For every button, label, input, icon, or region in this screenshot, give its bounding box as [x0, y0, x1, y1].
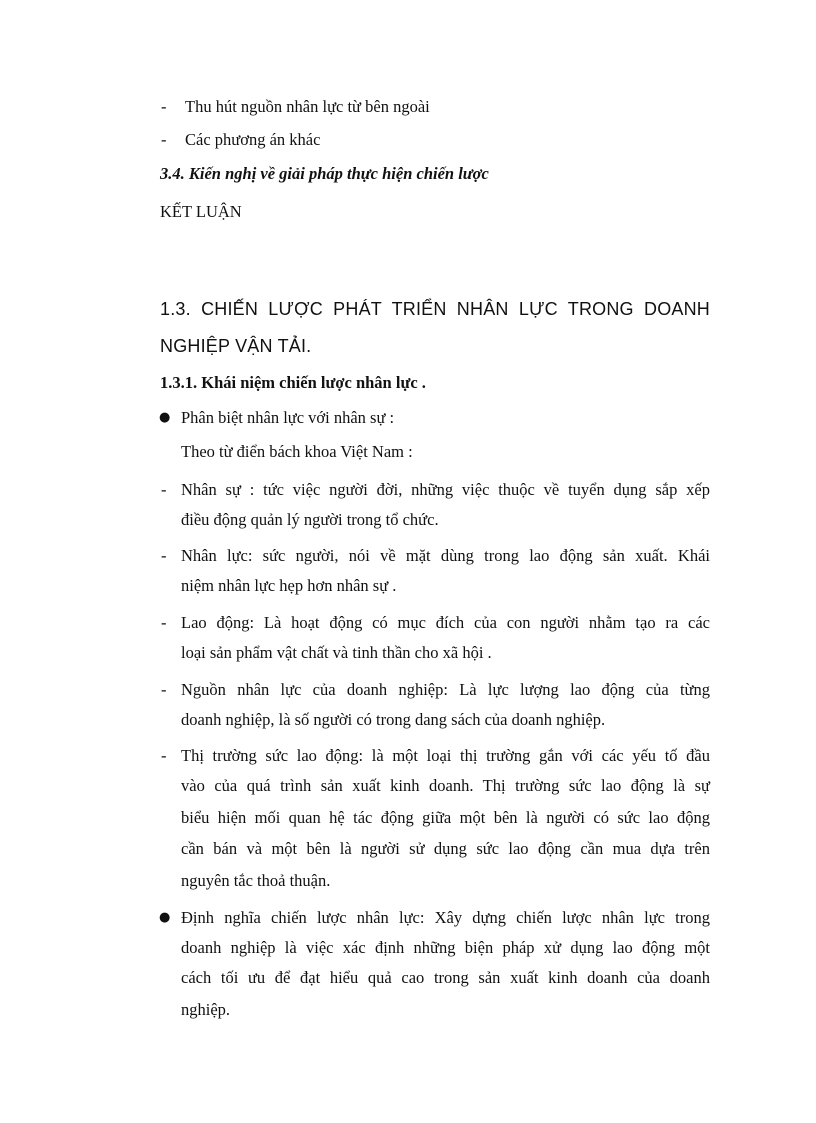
- definition-text-line: Thị trường sức lao động: là một loại thị trường gắn với các yếu tố đầu: [181, 746, 710, 765]
- definition-text-line: vào của quá trình sản xuất kinh doanh. Thị trường sức lao động là sự: [181, 776, 710, 795]
- bullet-item-2-text-line: nghiệp.: [181, 1000, 231, 1019]
- dash-marker: -: [161, 130, 167, 149]
- definition-text-line: niệm nhân lực hẹp hơn nhân sự .: [181, 576, 397, 595]
- bullet-item-2-text-line: Định nghĩa chiến lược nhân lực: Xây dựng chiến lược nhân lực trong: [181, 908, 710, 927]
- toc-item-1-text: Thu hút nguồn nhân lực từ bên ngoài: [185, 97, 430, 116]
- toc-item-2-text: Các phương án khác: [185, 130, 321, 149]
- bullet-item-1-subtitle: Theo từ điển bách khoa Việt Nam :: [181, 442, 413, 461]
- bullet-marker: ●: [159, 410, 171, 425]
- bullet-item-1-title: Phân biệt nhân lực với nhân sự :: [181, 408, 395, 427]
- definition-text-line: Nguồn nhân lực của doanh nghiệp: Là lực lượng lao động của từng: [181, 680, 710, 699]
- bullet-marker: ●: [159, 910, 171, 925]
- dash-marker: -: [161, 97, 167, 116]
- definition-text-line: Nhân lực: sức người, nói về mặt dùng trong lao động sản xuất. Khái: [181, 546, 710, 565]
- bullet-item-2-text-line: doanh nghiệp là việc xác định những biện pháp xử dụng lao động một: [181, 938, 710, 957]
- definition-text-line: loại sản phẩm vật chất và tinh thần cho xã hội .: [181, 643, 492, 662]
- definition-text-line: Nhân sự : tức việc người đời, những việc thuộc về tuyển dụng sắp xếp: [181, 480, 710, 499]
- dash-marker: -: [161, 746, 167, 765]
- dash-marker: -: [161, 680, 167, 699]
- definition-text-line: cần bán và một bên là người sử dụng sức lao động cần mua dựa trên: [181, 839, 710, 858]
- section-heading-line-1: 1.3. CHIẾN LƯỢC PHÁT TRIỂN NHÂN LỰC TRONG DOANH: [160, 299, 710, 319]
- definition-text-line: nguyên tắc thoả thuận.: [181, 871, 331, 890]
- toc-section-3-4: 3.4. Kiến nghị về giải pháp thực hiện chiến lược: [160, 164, 489, 183]
- dash-marker: -: [161, 546, 167, 565]
- toc-conclusion: KẾT LUẬN: [160, 202, 242, 221]
- bullet-item-2-text-line: cách tối ưu để đạt hiểu quả cao trong sản xuất kinh doanh của doanh: [181, 968, 710, 987]
- dash-marker: -: [161, 613, 167, 632]
- subsection-heading: 1.3.1. Khái niệm chiến lược nhân lực .: [160, 373, 426, 392]
- definition-text-line: Lao động: Là hoạt động có mục đích của con người nhằm tạo ra các: [181, 613, 710, 632]
- dash-marker: -: [161, 480, 167, 499]
- definition-text-line: biểu hiện mối quan hệ tác động giữa một bên là người có sức lao động: [181, 808, 710, 827]
- definition-text-line: điều động quản lý người trong tổ chức.: [181, 510, 439, 529]
- section-heading-line-2: NGHIỆP VẬN TẢI.: [160, 336, 312, 356]
- definition-text-line: doanh nghiệp, là số người có trong dang sách của doanh nghiệp.: [181, 710, 606, 729]
